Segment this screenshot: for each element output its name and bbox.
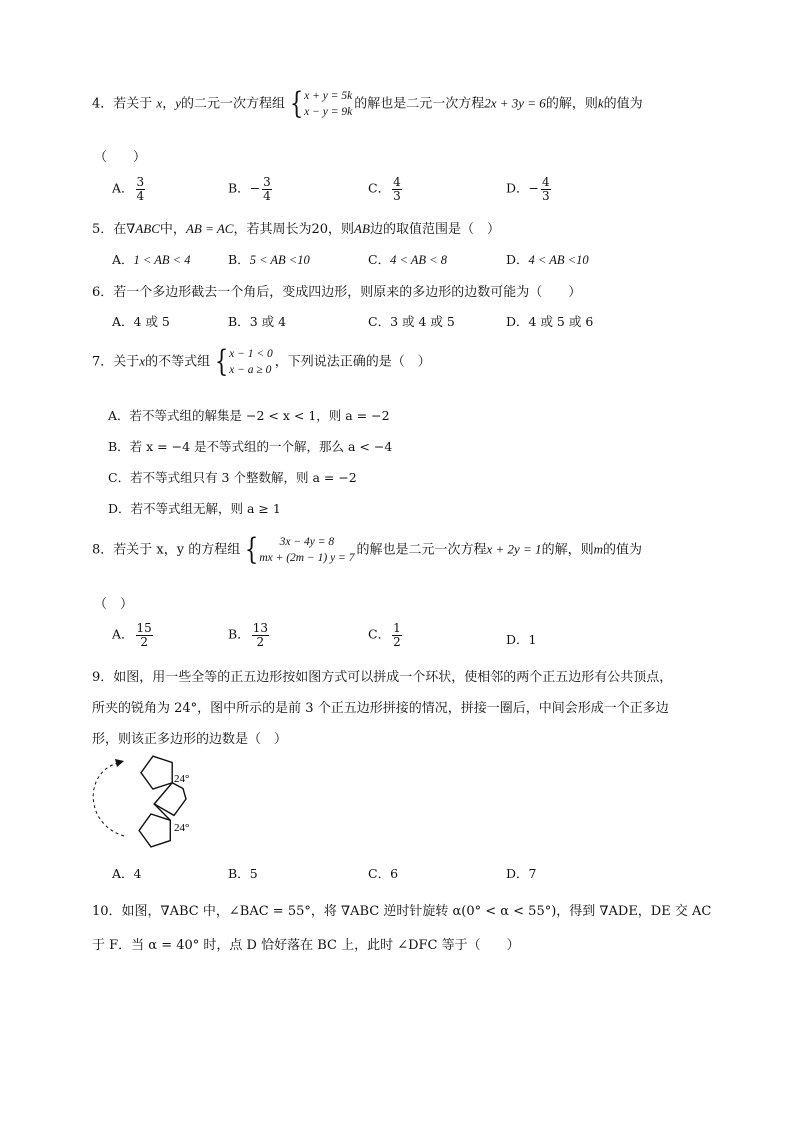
option-label: C．	[368, 626, 391, 642]
q5-text-e: 边的取值范围是（ ）	[369, 222, 500, 237]
q5-text-a: 5．在	[92, 222, 127, 237]
q4-option-c[interactable]	[368, 176, 404, 202]
q7-ineq1: x − 1 < 0	[229, 348, 273, 360]
q5-option-c[interactable]	[368, 250, 447, 268]
q5-triangle: ∇ABC	[126, 221, 160, 236]
question-5-stem	[92, 218, 500, 237]
option-label: B．	[228, 626, 250, 642]
q9-option-b[interactable]	[228, 864, 258, 882]
question-9-line-3: 形，则该正多边形的边数是（ ）	[92, 732, 288, 747]
q4-answer-paren: （ ）	[94, 150, 147, 165]
q8-var-m: m	[593, 541, 603, 557]
q5-ab: AB	[354, 221, 370, 236]
option-label: B．	[228, 180, 250, 196]
fraction	[392, 176, 402, 202]
q5-option-a[interactable]	[112, 250, 190, 268]
q5-text-d: ，则	[328, 222, 355, 237]
denominator: 2	[256, 634, 265, 649]
angle-label-bottom: 24°	[174, 822, 190, 834]
option-label: C．	[368, 314, 391, 329]
option-label: D．	[108, 501, 131, 516]
question-10-line-1: 10．如图，∇ABC 中，∠BAC = 55°，将 ∇ABC 逆时针旋转 α(0° < α < 55°)，得到 ∇ADE，DE 交 AC	[92, 904, 712, 919]
q9-option-d[interactable]	[506, 864, 536, 882]
q8-option-b[interactable]	[228, 622, 271, 648]
q8-prefix: 8．若关于 x，y 的方程组	[92, 542, 241, 558]
numerator: 3	[263, 175, 271, 189]
q5-option-d[interactable]	[506, 250, 589, 268]
option-label: C．	[368, 866, 391, 881]
option-sign: −	[528, 180, 540, 196]
q7-var-x: x	[139, 353, 146, 369]
q8-option-c[interactable]	[368, 622, 404, 648]
q5-condition: AB = AC	[185, 221, 234, 236]
q8-option-a[interactable]	[112, 622, 155, 648]
question-9-line-2: 所夹的锐角为 24°，图中所示的是前 3 个正五边形拼接的情况，拼接一圈后，中间会形成一个正多边	[92, 701, 669, 716]
option-label: A．	[112, 314, 134, 329]
option-value: 4 或 5	[133, 314, 170, 329]
q6-option-c[interactable]	[368, 312, 455, 330]
pentagon-ring-figure	[84, 752, 214, 852]
option-label: D．	[506, 252, 529, 267]
numerator: 4	[542, 175, 550, 189]
option-value: 3 或 4	[249, 314, 287, 329]
denominator: 4	[136, 188, 145, 203]
pentagon-top	[141, 756, 172, 789]
q4-var-k: k	[597, 95, 604, 111]
option-value: 5	[249, 866, 258, 881]
option-value: 7	[528, 866, 537, 881]
q8-option-d[interactable]	[506, 630, 536, 648]
q8-equation-system	[242, 534, 354, 566]
option-label: B．	[228, 866, 250, 881]
option-value: 4 < AB <10	[528, 253, 589, 267]
q4-mid3: 的解，则	[545, 96, 598, 112]
option-value: 3 或 4 或 5	[390, 314, 455, 329]
q8-eq3: x + 2y = 1	[486, 541, 542, 557]
fraction	[252, 622, 269, 648]
q5-option-b[interactable]	[228, 250, 310, 268]
option-label: B．	[228, 314, 250, 329]
q7-option-c[interactable]	[108, 468, 357, 486]
q4-eq1: x + y = 5k	[304, 90, 353, 102]
q7-end: ，下列说法正确的是（ ）	[274, 354, 431, 370]
numerator: 1	[393, 621, 401, 635]
option-value: 1 < AB < 4	[133, 253, 191, 267]
option-value: 4 或 5 或 6	[528, 314, 594, 329]
fraction	[392, 622, 402, 648]
option-label: D．	[506, 632, 529, 647]
option-label: A．	[112, 180, 134, 196]
q4-option-d[interactable]	[506, 176, 553, 202]
q9-option-c[interactable]	[368, 864, 398, 882]
q8-eq1: 3x − 4y = 8	[279, 536, 335, 548]
q7-inequality-system	[212, 346, 273, 378]
option-sign: −	[249, 180, 261, 196]
q4-option-a[interactable]	[112, 176, 147, 202]
q8-answer-paren: （ ）	[94, 597, 134, 612]
q7-prefix: 7．关于	[92, 354, 140, 370]
q6-option-d[interactable]	[506, 312, 593, 330]
q6-option-b[interactable]	[228, 312, 286, 330]
q4-option-b[interactable]	[228, 176, 274, 202]
arrowhead-icon	[115, 759, 124, 767]
option-value: 4	[133, 866, 142, 881]
q5-perimeter: 20	[311, 222, 329, 237]
option-label: C．	[108, 470, 131, 485]
q8-eq2: mx + (2m − 1) y = 7	[259, 552, 355, 564]
option-value: 4 < AB < 8	[390, 253, 447, 267]
option-label: D．	[506, 180, 529, 196]
q7-option-d[interactable]	[108, 499, 281, 517]
denominator: 3	[393, 188, 401, 203]
pentagon-bottom	[139, 814, 170, 847]
option-label: B．	[108, 439, 130, 454]
q4-mid: 的二元一次方程组	[181, 96, 286, 112]
q4-var-y: y	[175, 95, 181, 111]
q4-equation-system	[287, 88, 352, 120]
question-6-stem: 6．若一个多边形截去一个角后，变成四边形，则原来的多边形的边数可能为（ ）	[92, 285, 582, 300]
brace-icon: {	[289, 86, 304, 121]
q4-sep: ，	[162, 96, 176, 112]
brace-icon: {	[245, 532, 259, 567]
q7-mid: 的不等式组	[145, 354, 211, 370]
option-value: 6	[390, 866, 399, 881]
option-label: A．	[108, 408, 130, 423]
option-text: 若不等式组只有 3 个整数解，则 a = −2	[130, 470, 357, 485]
q4-eq3: 2x + 3y = 6	[484, 95, 546, 111]
option-label: D．	[506, 866, 529, 881]
q8-mid: 的解也是二元一次方程	[356, 542, 487, 558]
q4-var-x: x	[156, 95, 163, 111]
numerator: 15	[136, 621, 152, 635]
fraction	[136, 622, 153, 648]
numerator: 4	[393, 175, 401, 189]
q7-ineq2: x − a ≥ 0	[229, 364, 272, 376]
dashed-rotation-arrow	[93, 763, 124, 836]
question-9-line-1: 9．如图，用一些全等的正五边形按如图方式可以拼成一个环状，使相邻的两个正五边形有公共顶点，	[92, 670, 673, 685]
q4-eq2: x − y = 9k	[304, 106, 353, 118]
q7-option-b[interactable]	[108, 437, 392, 455]
fraction	[136, 176, 146, 202]
question-4-stem	[92, 88, 643, 120]
q5-text-c: ，若其周长为	[233, 222, 312, 237]
denominator: 3	[542, 188, 550, 203]
option-label: A．	[112, 252, 134, 267]
q5-text-b: 中，	[159, 222, 186, 237]
q4-end: 的值为	[603, 96, 643, 112]
option-label: B．	[228, 252, 250, 267]
option-text: 若不等式组无解，则 a ≥ 1	[130, 501, 281, 516]
option-label: A．	[112, 866, 134, 881]
option-label: A．	[112, 626, 134, 642]
q4-prefix: 4．若关于	[92, 96, 153, 112]
question-7-stem	[92, 346, 431, 378]
option-label: D．	[506, 314, 529, 329]
option-text: 若 x = −4 是不等式组的一个解，那么 a < −4	[129, 439, 393, 454]
option-value: 5 < AB <10	[249, 253, 310, 267]
fraction	[262, 176, 272, 202]
brace-icon: {	[214, 344, 229, 379]
question-8-stem	[92, 534, 642, 566]
q9-option-a[interactable]	[112, 864, 141, 882]
q4-mid2: 的解也是二元一次方程	[354, 96, 485, 112]
question-10-line-2: 于 F．当 α = 40° 时，点 D 恰好落在 BC 上，此时 ∠DFC 等于（ ）	[92, 938, 520, 953]
option-label: C．	[368, 252, 391, 267]
q7-option-a[interactable]	[108, 406, 390, 424]
denominator: 4	[263, 188, 271, 203]
angle-label-top: 24°	[174, 773, 190, 785]
numerator: 3	[136, 175, 145, 189]
denominator: 2	[393, 634, 401, 649]
option-value: 1	[528, 632, 537, 647]
q6-option-a[interactable]	[112, 312, 170, 330]
fraction	[541, 176, 551, 202]
option-text: 若不等式组的解集是 −2 < x < 1，则 a = −2	[129, 408, 390, 423]
numerator: 13	[252, 621, 268, 635]
option-label: C．	[368, 180, 391, 196]
denominator: 2	[140, 634, 148, 649]
q8-mid2: 的解，则	[541, 542, 594, 558]
q8-end: 的值为	[602, 542, 642, 558]
